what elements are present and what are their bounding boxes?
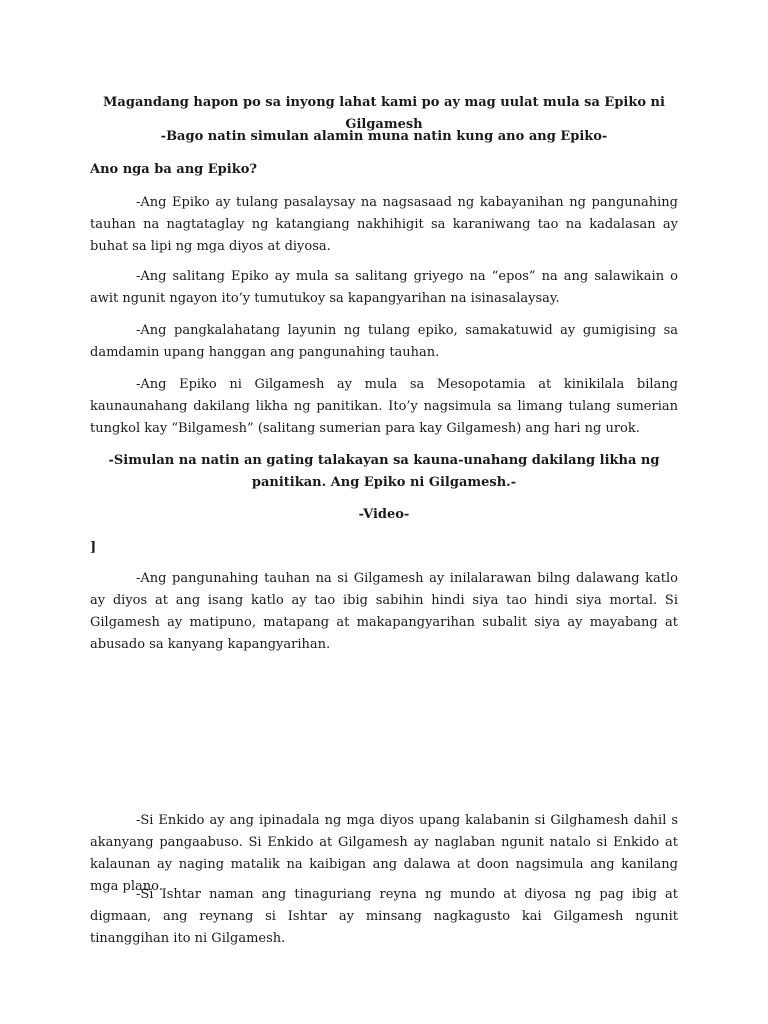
paragraph-gilgamesh-character: -Ang pangunahing tauhan na si Gilgamesh ay inilalarawan bilng dalawang katlo ay diyos at ang isang katlo ay tao ibig sabihin hindi siya tao hindi siya mortal. Si Gilgamesh ay matipuno, matapang at makapangyarihan subalit siya ay mayabang at abusado sa kanyang kapangyarihan.: [90, 571, 678, 652]
paragraph-enkido: -Si Enkido ay ang ipinadala ng mga diyos upang kalabanin si Gilghamesh dahil s akanyang pangaabuso. Si Enkido at Gilgamesh ay naglaban ngunit natalo si Enkido at kalaunan ay naging matalik na kaibigan ang dalawa at doon nagsimula ang kanilang mga plano.: [90, 813, 678, 894]
paragraph-epiko-definition: -Ang Epiko ay tulang pasalaysay na nagsasaad ng kabayanihan ng pangunahing tauhan na nagtataglay ng katangiang nakhihigit sa karaniwang tao na kadalasan ay buhat sa lipi ng mga diyos at diyosa.: [90, 195, 678, 254]
question-heading: Ano nga ba ang Epiko?: [90, 162, 257, 177]
bracket-mark: ]: [90, 540, 97, 555]
paragraph-gilgamesh-origin: -Ang Epiko ni Gilgamesh ay mula sa Mesopotamia at kinikilala bilang kaunaunahang dakilang likha ng panitikan. Ito’y nagsimula sa limang tulang sumerian tungkol kay “Bilgamesh” (salitang sumerian para kay Gilgamesh) ang hari ng urok.: [90, 377, 678, 436]
simulan-heading: -Simulan na natin an gating talakayan sa kauna-unahang dakilang likha ng panitikan. Ang Epiko ni Gilgamesh.-: [108, 453, 660, 490]
intro-line: Magandang hapon po sa inyong lahat kami po ay mag uulat mula sa Epiko ni Gilgamesh: [103, 95, 665, 132]
paragraph-ishtar: -Si Ishtar naman ang tinaguriang reyna ng mundo at diyosa ng pag ibig at digmaan, ang reynang si Ishtar ay minsang nagkagusto kai Gilgamesh ngunit tinanggihan ito ni Gilgamesh.: [90, 887, 678, 946]
pre-heading: -Bago natin simulan alamin muna natin kung ano ang Epiko-: [160, 129, 608, 144]
video-label: -Video-: [358, 507, 410, 522]
paragraph-epiko-purpose: -Ang pangkalahatang layunin ng tulang epiko, samakatuwid ay gumigising sa damdamin upang hanggan ang pangunahing tauhan.: [90, 323, 678, 360]
paragraph-epiko-origin: -Ang salitang Epiko ay mula sa salitang griyego na “epos” na ang salawikain o awit ngunit ngayon ito’y tumutukoy sa kapangyarihan na isinasalaysay.: [90, 269, 678, 306]
